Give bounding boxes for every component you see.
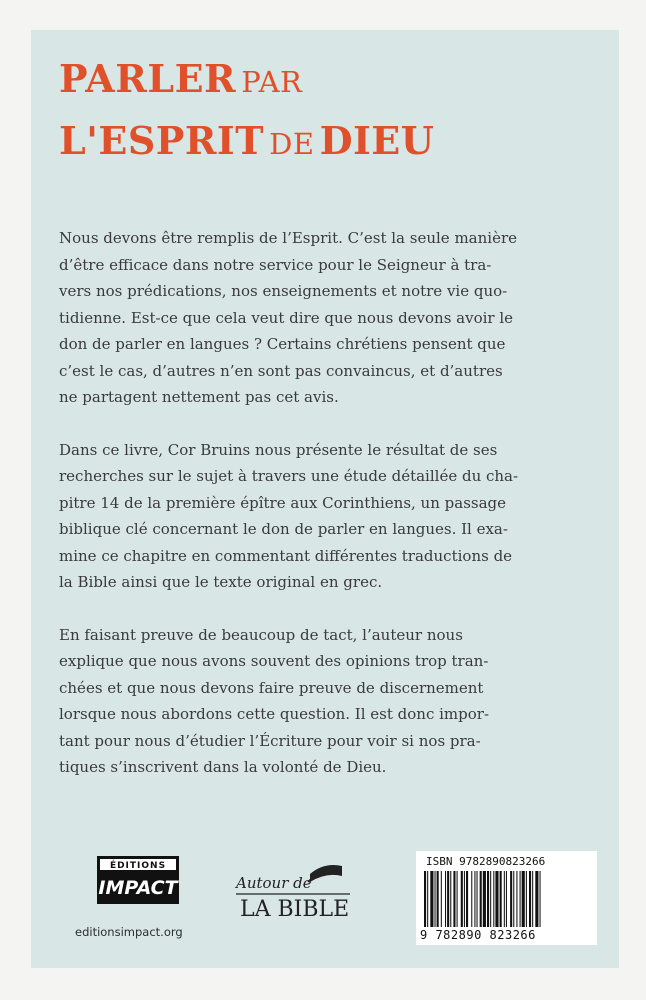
- blurb-paragraph-1: [59, 225, 587, 411]
- text-line: biblique clé concernant le don de parler en langues. Il exa-: [59, 520, 508, 538]
- barcode-bar: [504, 871, 505, 927]
- text-line: explique que nous avons souvent des opinions trop tran-: [59, 652, 489, 670]
- logo-editions-text: ÉDITIONS: [109, 861, 167, 871]
- barcode-bar: [516, 871, 517, 927]
- blurb-paragraph-3: [59, 622, 587, 781]
- text-line: pitre 14 de la première épître aux Corinthiens, un passage: [59, 493, 507, 512]
- editions-impact-logo: [97, 856, 179, 904]
- text-line: mine ce chapitre en commentant différentes traductions de: [59, 546, 513, 565]
- text-line: ne partagent nettement pas cet avis.: [59, 388, 339, 406]
- book-title: [59, 52, 434, 176]
- text-line: tant pour nous d’étudier l’Écriture pour voir si nos pra-: [59, 731, 481, 750]
- barcode-bar: [464, 871, 465, 927]
- title-line-1: [59, 52, 434, 114]
- barcode-bar: [447, 871, 449, 927]
- barcode-bar: [437, 871, 439, 927]
- text-line: Dans ce livre, Cor Bruins nous présente le résultat de ses: [59, 440, 498, 459]
- text-line: vers nos prédications, nos enseignements et notre vie quo-: [59, 282, 508, 300]
- barcode-bar: [461, 871, 463, 927]
- barcode-bar: [535, 871, 538, 927]
- barcode-bar: [427, 871, 428, 927]
- barcode-bars: [424, 871, 589, 929]
- text-line: tiques s’inscrivent dans la volonté de Dieu.: [59, 758, 387, 776]
- blurb-paragraph-2: [59, 437, 587, 596]
- barcode-bar: [445, 871, 446, 927]
- barcode-bar: [506, 871, 507, 927]
- barcode-bar: [430, 871, 433, 927]
- barcode-bar: [424, 871, 426, 927]
- barcode-bar: [510, 871, 512, 927]
- barcode-bar: [500, 871, 502, 927]
- logo-impact-text: IMPACT: [98, 877, 178, 899]
- barcode-bar: [495, 871, 498, 927]
- title-line-2: [59, 114, 434, 176]
- barcode-bar: [540, 871, 541, 927]
- barcode-bar: [532, 871, 533, 927]
- barcode-digits: 9 782890 823266: [420, 928, 536, 942]
- barcode-bar: [471, 871, 472, 927]
- barcode-bar: [526, 871, 527, 927]
- text-line: En faisant preuve de beaucoup de tact, l’auteur nous: [59, 625, 463, 644]
- text-line: tidienne. Est-ce que cela veut dire que nous devons avoir le: [59, 308, 514, 327]
- barcode-bar: [513, 871, 514, 927]
- barcode-bar: [453, 871, 455, 927]
- barcode-bar: [466, 871, 468, 927]
- text-line: d’être efficace dans notre service pour le Seigneur à tra-: [59, 255, 492, 274]
- barcode: [416, 851, 597, 945]
- title-word: PARLER: [59, 56, 237, 101]
- barcode-bar: [490, 871, 491, 927]
- barcode-bar: [477, 871, 478, 927]
- blurb: [59, 225, 587, 807]
- barcode-bar: [483, 871, 486, 927]
- barcode-bar: [480, 871, 482, 927]
- text-line: lorsque nous abordons cette question. Il est donc impor-: [59, 705, 490, 723]
- barcode-bar: [520, 871, 521, 927]
- text-line: la Bible ainsi que le texte original en grec.: [59, 573, 383, 591]
- barcode-bar: [435, 871, 436, 927]
- barcode-bar: [474, 871, 475, 927]
- barcode-bar: [441, 871, 442, 927]
- title-word: L'ESPRIT: [59, 118, 264, 163]
- text-line: chées et que nous devons faire preuve de discernement: [59, 678, 484, 697]
- title-word: DE: [269, 127, 315, 161]
- barcode-bar: [487, 871, 489, 927]
- autour-de-la-bible-logo: [232, 852, 362, 922]
- barcode-bar: [450, 871, 451, 927]
- barcode-bar: [457, 871, 458, 927]
- isbn-label: ISBN 9782890823266: [426, 855, 546, 868]
- series-line-1: Autour de: [236, 874, 312, 892]
- publisher-url: editionsimpact.org: [75, 925, 183, 939]
- text-line: Nous devons être remplis de l’Esprit. C’est la seule manière: [59, 229, 517, 247]
- barcode-bar: [522, 871, 525, 927]
- title-word: DIEU: [319, 118, 435, 163]
- barcode-bar: [493, 871, 494, 927]
- title-word: PAR: [241, 65, 303, 99]
- barcode-bar: [529, 871, 531, 927]
- open-book-icon: [310, 865, 342, 882]
- series-line-2: LA BIBLE: [240, 897, 350, 922]
- text-line: don de parler en langues ? Certains chrétiens pensent que: [59, 335, 506, 353]
- text-line: c’est le cas, d’autres n’en sont pas convaincus, et d’autres: [59, 361, 503, 380]
- text-line: recherches sur le sujet à travers une étude détaillée du cha-: [59, 467, 519, 485]
